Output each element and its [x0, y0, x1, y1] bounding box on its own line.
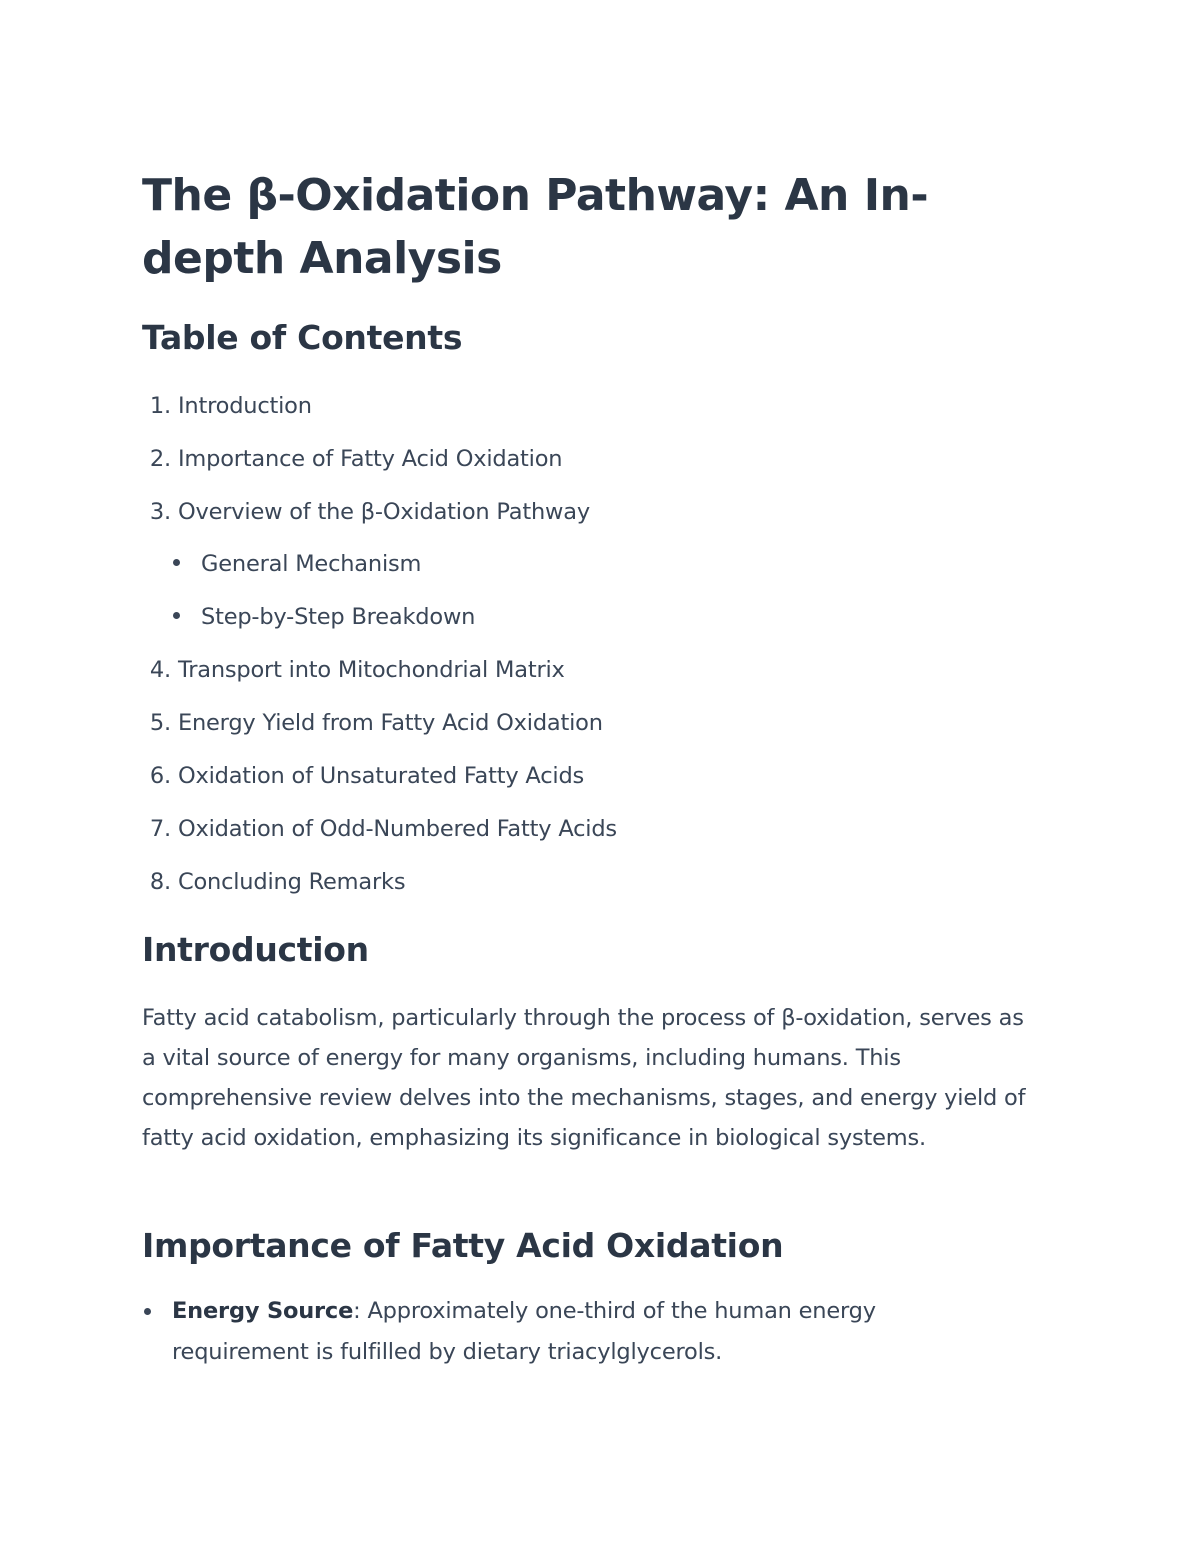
toc-item-concluding[interactable] — [142, 867, 405, 897]
toc-item-number: 7. — [149, 816, 171, 842]
bullet-energy-source — [142, 1291, 1022, 1373]
toc-item-label: Importance of Fatty Acid Oxidation — [177, 446, 563, 472]
toc-subitem-label: Step-by-Step Breakdown — [201, 604, 476, 630]
toc-item-overview[interactable] — [142, 497, 590, 527]
toc-subitem-general-mechanism[interactable] — [172, 549, 421, 579]
toc-item-number: 1. — [149, 393, 171, 419]
toc-item-label: Concluding Remarks — [177, 869, 406, 895]
toc-item-label: Oxidation of Unsaturated Fatty Acids — [177, 763, 585, 789]
importance-heading: Importance of Fatty Acid Oxidation — [142, 1226, 784, 1265]
toc-item-unsaturated[interactable] — [142, 761, 584, 791]
bullet-dot-icon — [173, 612, 180, 619]
toc-item-label: Transport into Mitochondrial Matrix — [177, 657, 565, 683]
toc-item-number: 3. — [149, 499, 171, 525]
bullet-text: : Approximately one-third of the human energy requirement is fulfilled by dietary triacylglycerols. — [172, 1298, 876, 1365]
toc-item-transport[interactable] — [142, 655, 565, 685]
bullet-dot-icon — [173, 559, 180, 566]
toc-item-label: Overview of the β-Oxidation Pathway — [177, 499, 590, 525]
toc-item-introduction[interactable] — [142, 391, 312, 421]
toc-subitem-label: General Mechanism — [201, 551, 422, 577]
introduction-paragraph: Fatty acid catabolism, particularly through the process of β-oxidation, serves as a vital source of energy for many organisms, including humans. This comprehensive review delves into the mechanisms, stages, and energy yield of fatty acid oxidation, emphasizing its significance in biological systems. — [142, 1005, 1026, 1151]
toc-item-energy-yield[interactable] — [142, 708, 603, 738]
bullet-body — [172, 1291, 962, 1373]
toc-item-number: 2. — [149, 446, 171, 472]
toc-item-label: Oxidation of Odd-Numbered Fatty Acids — [177, 816, 617, 842]
introduction-heading: Introduction — [142, 930, 369, 969]
toc-heading: Table of Contents — [142, 318, 463, 357]
toc-subitem-step-by-step[interactable] — [172, 602, 475, 632]
toc-item-number: 5. — [149, 710, 171, 736]
toc-item-label: Energy Yield from Fatty Acid Oxidation — [177, 710, 603, 736]
bullet-term: Energy Source — [172, 1298, 354, 1324]
bullet-dot-icon — [144, 1308, 151, 1315]
toc-item-number: 4. — [149, 657, 171, 683]
toc-item-odd-numbered[interactable] — [142, 814, 617, 844]
toc-item-number: 8. — [149, 869, 171, 895]
toc-item-label: Introduction — [177, 393, 312, 419]
toc-item-number: 6. — [149, 763, 171, 789]
document-title: The β-Oxidation Pathway: An In-depth Analysis — [142, 170, 929, 284]
toc-item-importance[interactable] — [142, 444, 562, 474]
